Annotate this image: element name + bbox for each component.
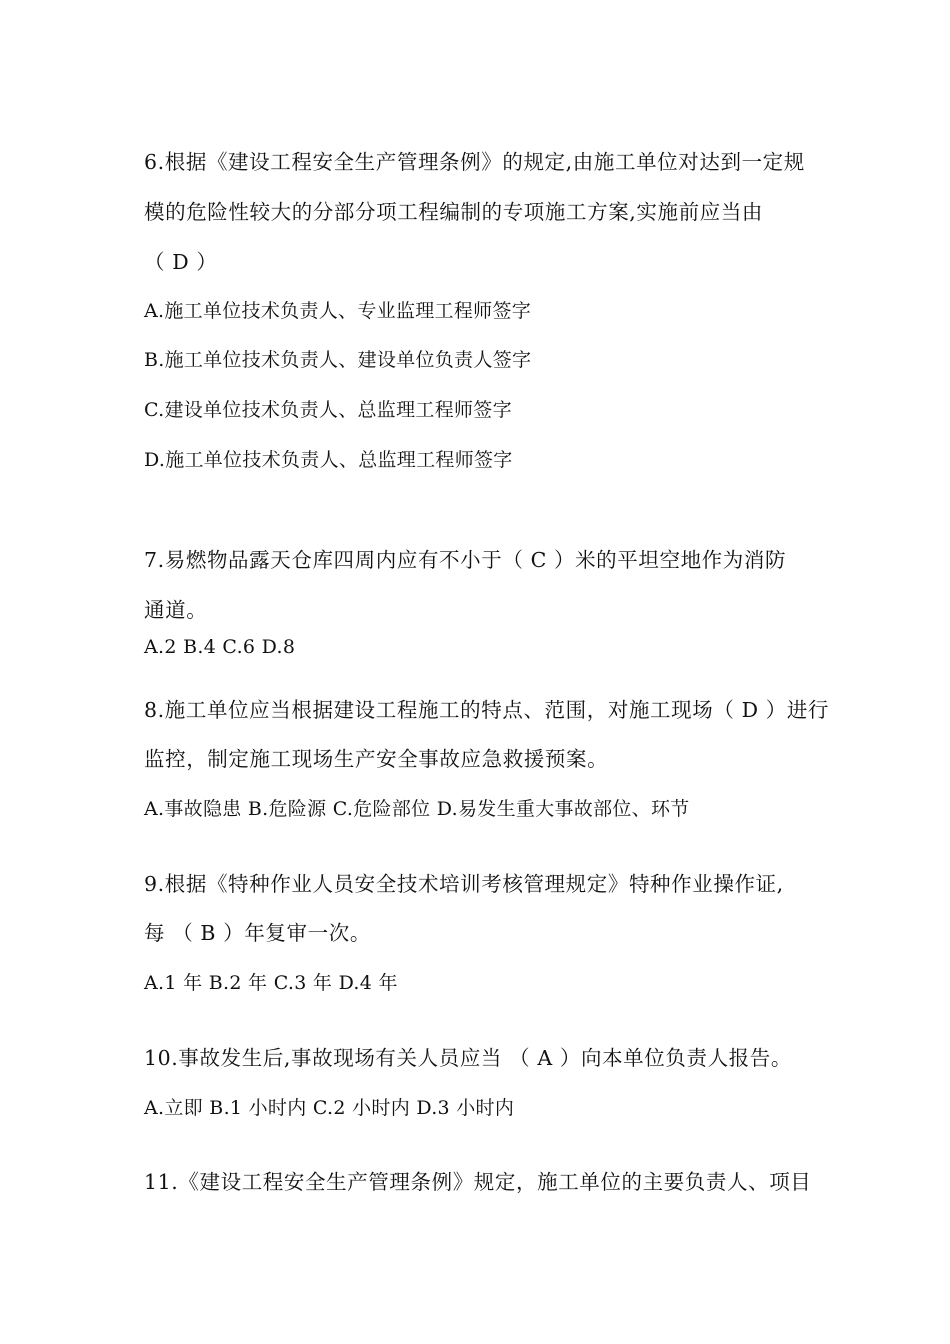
question-10-line-1: 10.事故发生后,事故现场有关人员应当 （ A ）向本单位负责人报告。	[144, 1046, 792, 1070]
question-6-option-b: B.施工单位技术负责人、建设单位负责人签字	[144, 349, 532, 371]
question-8-line-2: 监控，制定施工现场生产安全事故应急救援预案。	[144, 747, 609, 771]
question-6-option-a: A.施工单位技术负责人、专业监理工程师签字	[144, 300, 532, 322]
question-8-options: A.事故隐患 B.危险源 C.危险部位 D.易发生重大事故部位、环节	[144, 798, 690, 820]
question-10-options: A.立即 B.1 小时内 C.2 小时内 D.3 小时内	[144, 1097, 515, 1119]
question-7-line-1: 7.易燃物品露天仓库四周内应有不小于（ C ）米的平坦空地作为消防	[144, 548, 787, 572]
question-8-line-1: 8.施工单位应当根据建设工程施工的特点、范围，对施工现场（ D ）进行	[144, 698, 830, 722]
question-9-line-1: 9.根据《特种作业人员安全技术培训考核管理规定》特种作业操作证,	[144, 872, 784, 896]
question-9-options: A.1 年 B.2 年 C.3 年 D.4 年	[144, 972, 398, 994]
question-6-option-d: D.施工单位技术负责人、总监理工程师签字	[144, 449, 513, 471]
question-11-line-1: 11.《建设工程安全生产管理条例》规定，施工单位的主要负责人、项目	[144, 1170, 812, 1194]
question-7-options: A.2 B.4 C.6 D.8	[144, 636, 296, 658]
question-6-line-1: 6.根据《建设工程安全生产管理条例》的规定,由施工单位对达到一定规	[144, 150, 805, 174]
question-6-option-c: C.建设单位技术负责人、总监理工程师签字	[144, 399, 512, 421]
question-7-line-2: 通道。	[144, 598, 208, 622]
question-6-line-3: （ D ）	[144, 250, 218, 274]
question-9-line-2: 每 （ B ）年复审一次。	[144, 921, 371, 945]
question-6-line-2: 模的危险性较大的分部分项工程编制的专项施工方案,实施前应当由	[144, 200, 764, 224]
